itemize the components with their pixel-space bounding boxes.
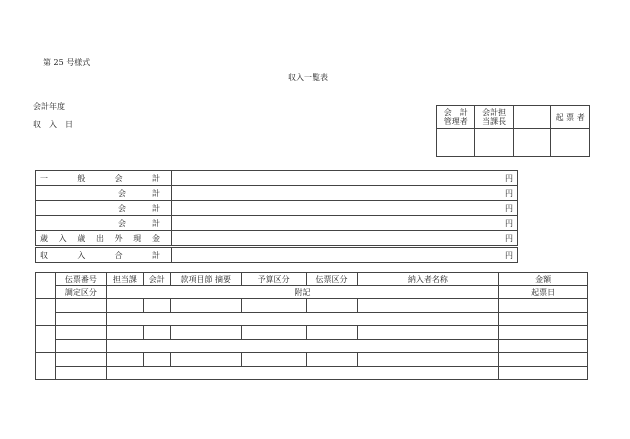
detail-entry-row [36,299,588,313]
summary-amount[interactable] [171,201,517,216]
detail-cell[interactable] [306,326,357,340]
col-header: 附記 [106,286,498,299]
entry-index-cell [36,353,56,380]
summary-label: 会 計 [36,186,172,201]
detail-cell[interactable] [499,299,588,313]
yen-unit: 円 [505,218,513,228]
detail-cell[interactable] [170,299,241,313]
summary-row [36,171,518,186]
detail-cell[interactable] [55,299,106,313]
detail-entry-row [36,366,588,380]
approval-label: 当課長 [482,117,507,126]
entry-index-cell [36,299,56,326]
summary-row [36,201,518,216]
detail-cell[interactable] [55,353,106,367]
approval-label: 会 計 [443,108,468,117]
approval-accounting-manager [437,106,475,129]
detail-entry-row [36,326,588,340]
detail-table [35,272,588,380]
detail-cell[interactable] [499,353,588,367]
col-header: 予算区分 [241,273,306,286]
detail-header-row [36,273,588,286]
stamp-cell[interactable] [513,129,550,157]
col-header: 伝票区分 [306,273,357,286]
summary-table [35,170,518,263]
approval-label: 会計担 [482,108,507,117]
yen-unit: 円 [505,173,513,183]
stamp-cell[interactable] [551,129,590,157]
detail-cell[interactable] [143,353,170,367]
detail-cell[interactable] [55,366,106,380]
entry-index-cell [36,326,56,353]
yen-unit: 円 [505,233,513,243]
detail-cell[interactable] [357,326,499,340]
detail-cell[interactable] [106,326,143,340]
detail-cell[interactable] [106,299,143,313]
receipt-date-label: 収 入 日 [33,120,73,129]
detail-cell[interactable] [357,353,499,367]
approval-box [436,105,590,157]
yen-unit: 円 [505,203,513,213]
approval-drafter: 起 票 者 [551,106,590,129]
page-title: 収入一覧表 [288,73,328,82]
yen-unit: 円 [505,188,513,198]
detail-cell[interactable] [499,326,588,340]
detail-cell[interactable] [55,326,106,340]
form-number: 第 25 号様式 [43,58,91,67]
detail-header-corner [36,273,56,299]
detail-header-row [36,286,588,299]
col-header: 金額 [499,273,588,286]
col-header: 伝票番号 [55,273,106,286]
stamp-cell[interactable] [437,129,475,157]
col-header: 起票日 [499,286,588,299]
detail-cell[interactable] [499,339,588,353]
detail-cell[interactable] [170,353,241,367]
detail-cell[interactable] [499,366,588,380]
col-header: 納入者名称 [357,273,499,286]
summary-row [36,186,518,201]
summary-amount[interactable] [171,186,517,201]
summary-total-row [36,247,518,263]
col-header: 款項目節 摘要 [170,273,241,286]
summary-label: 会 計 [36,216,172,231]
col-header: 会計 [143,273,170,286]
detail-cell[interactable] [106,353,143,367]
detail-cell[interactable] [55,339,106,353]
approval-label: 管理者 [443,117,468,126]
summary-label: 歳 入 歳 出 外 現 金 [36,231,172,247]
summary-amount[interactable] [171,231,517,247]
detail-cell[interactable] [106,366,498,380]
summary-label: 一 般 会 計 [36,171,172,186]
detail-cell[interactable] [241,299,306,313]
stamp-cell[interactable] [475,129,513,157]
fiscal-year-label: 会計年度 [33,102,65,111]
summary-label: 会 計 [36,201,172,216]
detail-cell[interactable] [55,312,106,326]
detail-entry-row [36,339,588,353]
summary-row [36,216,518,231]
detail-cell[interactable] [170,326,241,340]
detail-cell[interactable] [306,299,357,313]
detail-cell[interactable] [106,312,498,326]
summary-amount[interactable] [171,247,517,263]
summary-amount[interactable] [171,171,517,186]
approval-section-chief [475,106,513,129]
detail-cell[interactable] [241,353,306,367]
summary-amount[interactable] [171,216,517,231]
detail-entry-row [36,312,588,326]
detail-cell[interactable] [143,326,170,340]
detail-cell[interactable] [241,326,306,340]
yen-unit: 円 [505,250,513,260]
detail-cell[interactable] [143,299,170,313]
detail-cell[interactable] [106,339,498,353]
summary-label: 収 入 合 計 [36,247,172,263]
col-header: 調定区分 [55,286,106,299]
detail-cell[interactable] [357,299,499,313]
col-header: 担当課 [106,273,143,286]
summary-row [36,231,518,247]
detail-cell[interactable] [499,312,588,326]
detail-cell[interactable] [306,353,357,367]
approval-blank [513,106,550,129]
detail-entry-row [36,353,588,367]
